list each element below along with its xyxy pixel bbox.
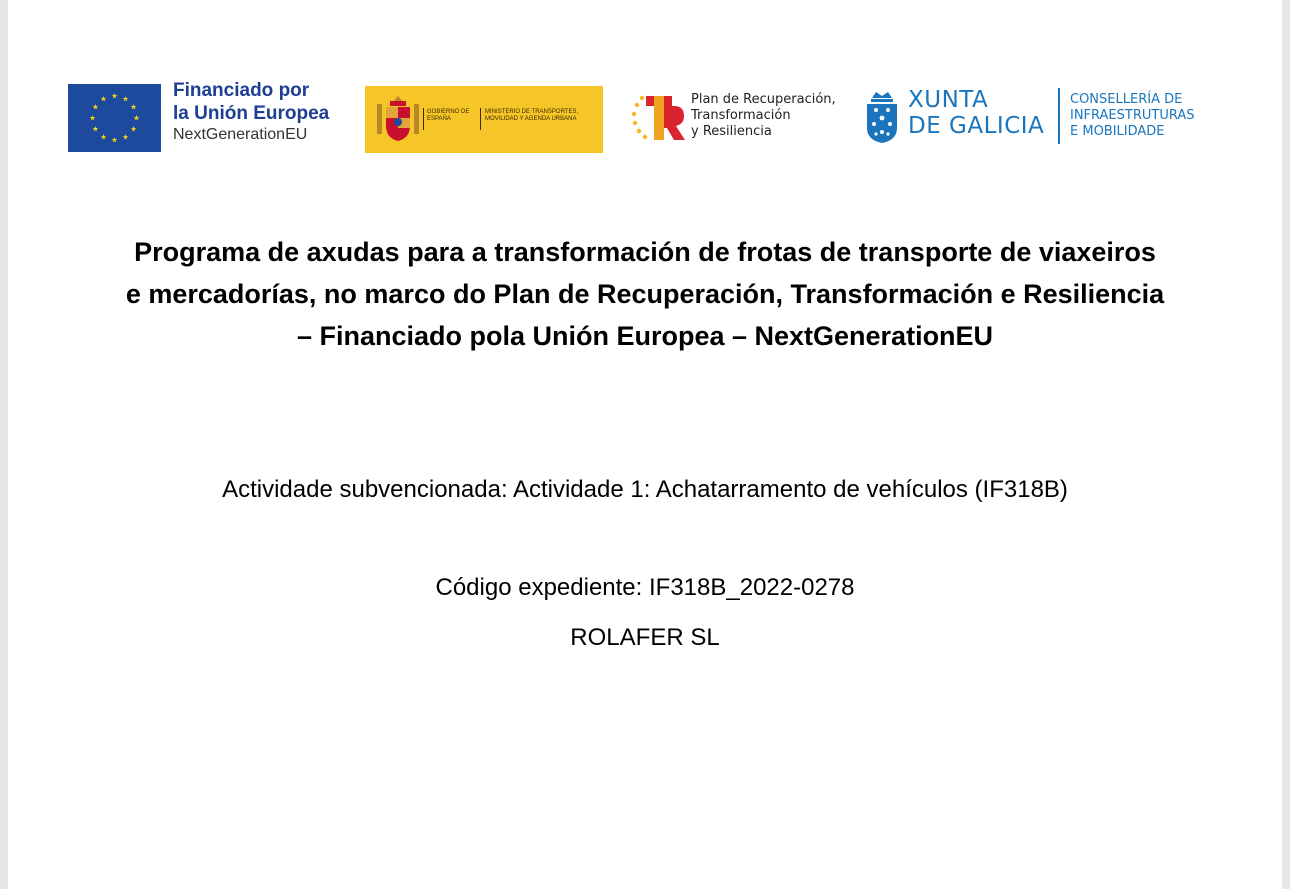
eu-funding-line3: NextGenerationEU <box>173 126 308 143</box>
recovery-plan-line2: Transformación <box>691 108 791 123</box>
recovery-plan-text <box>691 92 836 140</box>
tr-logo-icon <box>630 88 686 144</box>
gov-separator <box>423 108 424 130</box>
title-line1: Programa de axudas para a transformación de frotas de transporte de viaxeiros <box>134 237 1156 267</box>
xunta-dept-line3: E MOBILIDADE <box>1070 124 1165 139</box>
company-name: ROLAFER SL <box>570 624 720 651</box>
recovery-plan-line1: Plan de Recuperación, <box>691 92 836 107</box>
document-page <box>8 0 1282 889</box>
xunta-department <box>1070 92 1195 140</box>
subsidized-activity: Actividade subvencionada: Actividade 1: Achatarramento de vehículos (IF318B) <box>222 476 1068 503</box>
gobierno-espana-logo <box>365 86 603 153</box>
xunta-dept-line2: INFRAESTRUTURAS <box>1070 108 1195 123</box>
gobierno-label: GOBIERNO DE ESPAÑA <box>427 109 470 122</box>
xunta-emblem-icon <box>864 88 900 144</box>
logo-header <box>8 0 1282 170</box>
xunta-divider <box>1058 88 1060 144</box>
gov-separator <box>480 108 481 130</box>
eu-funding-text <box>173 81 329 143</box>
file-code: Código expediente: IF318B_2022-0278 <box>435 574 855 601</box>
xunta-name-line1: XUNTA <box>908 87 989 113</box>
eu-funding-line1: Financiado por <box>173 80 310 101</box>
xunta-name <box>908 89 1044 141</box>
eu-flag-icon <box>68 84 161 152</box>
recovery-plan-line3: y Resiliencia <box>691 124 772 139</box>
xunta-dept-line1: CONSELLERÍA DE <box>1070 92 1183 107</box>
title-line3: – Financiado pola Unión Europea – NextGenerationEU <box>296 321 994 351</box>
eu-funding-line2: la Unión Europea <box>173 103 330 124</box>
xunta-name-line2: DE GALICIA <box>908 113 1045 139</box>
spain-coat-of-arms-icon <box>375 94 421 144</box>
document-title <box>48 231 1242 357</box>
title-line2: e mercadorías, no marco do Plan de Recuperación, Transformación e Resiliencia <box>125 279 1165 309</box>
ministerio-label: MINISTERIO DE TRANSPORTES, MOVILIDAD Y AGENDA URBANA <box>485 109 579 122</box>
